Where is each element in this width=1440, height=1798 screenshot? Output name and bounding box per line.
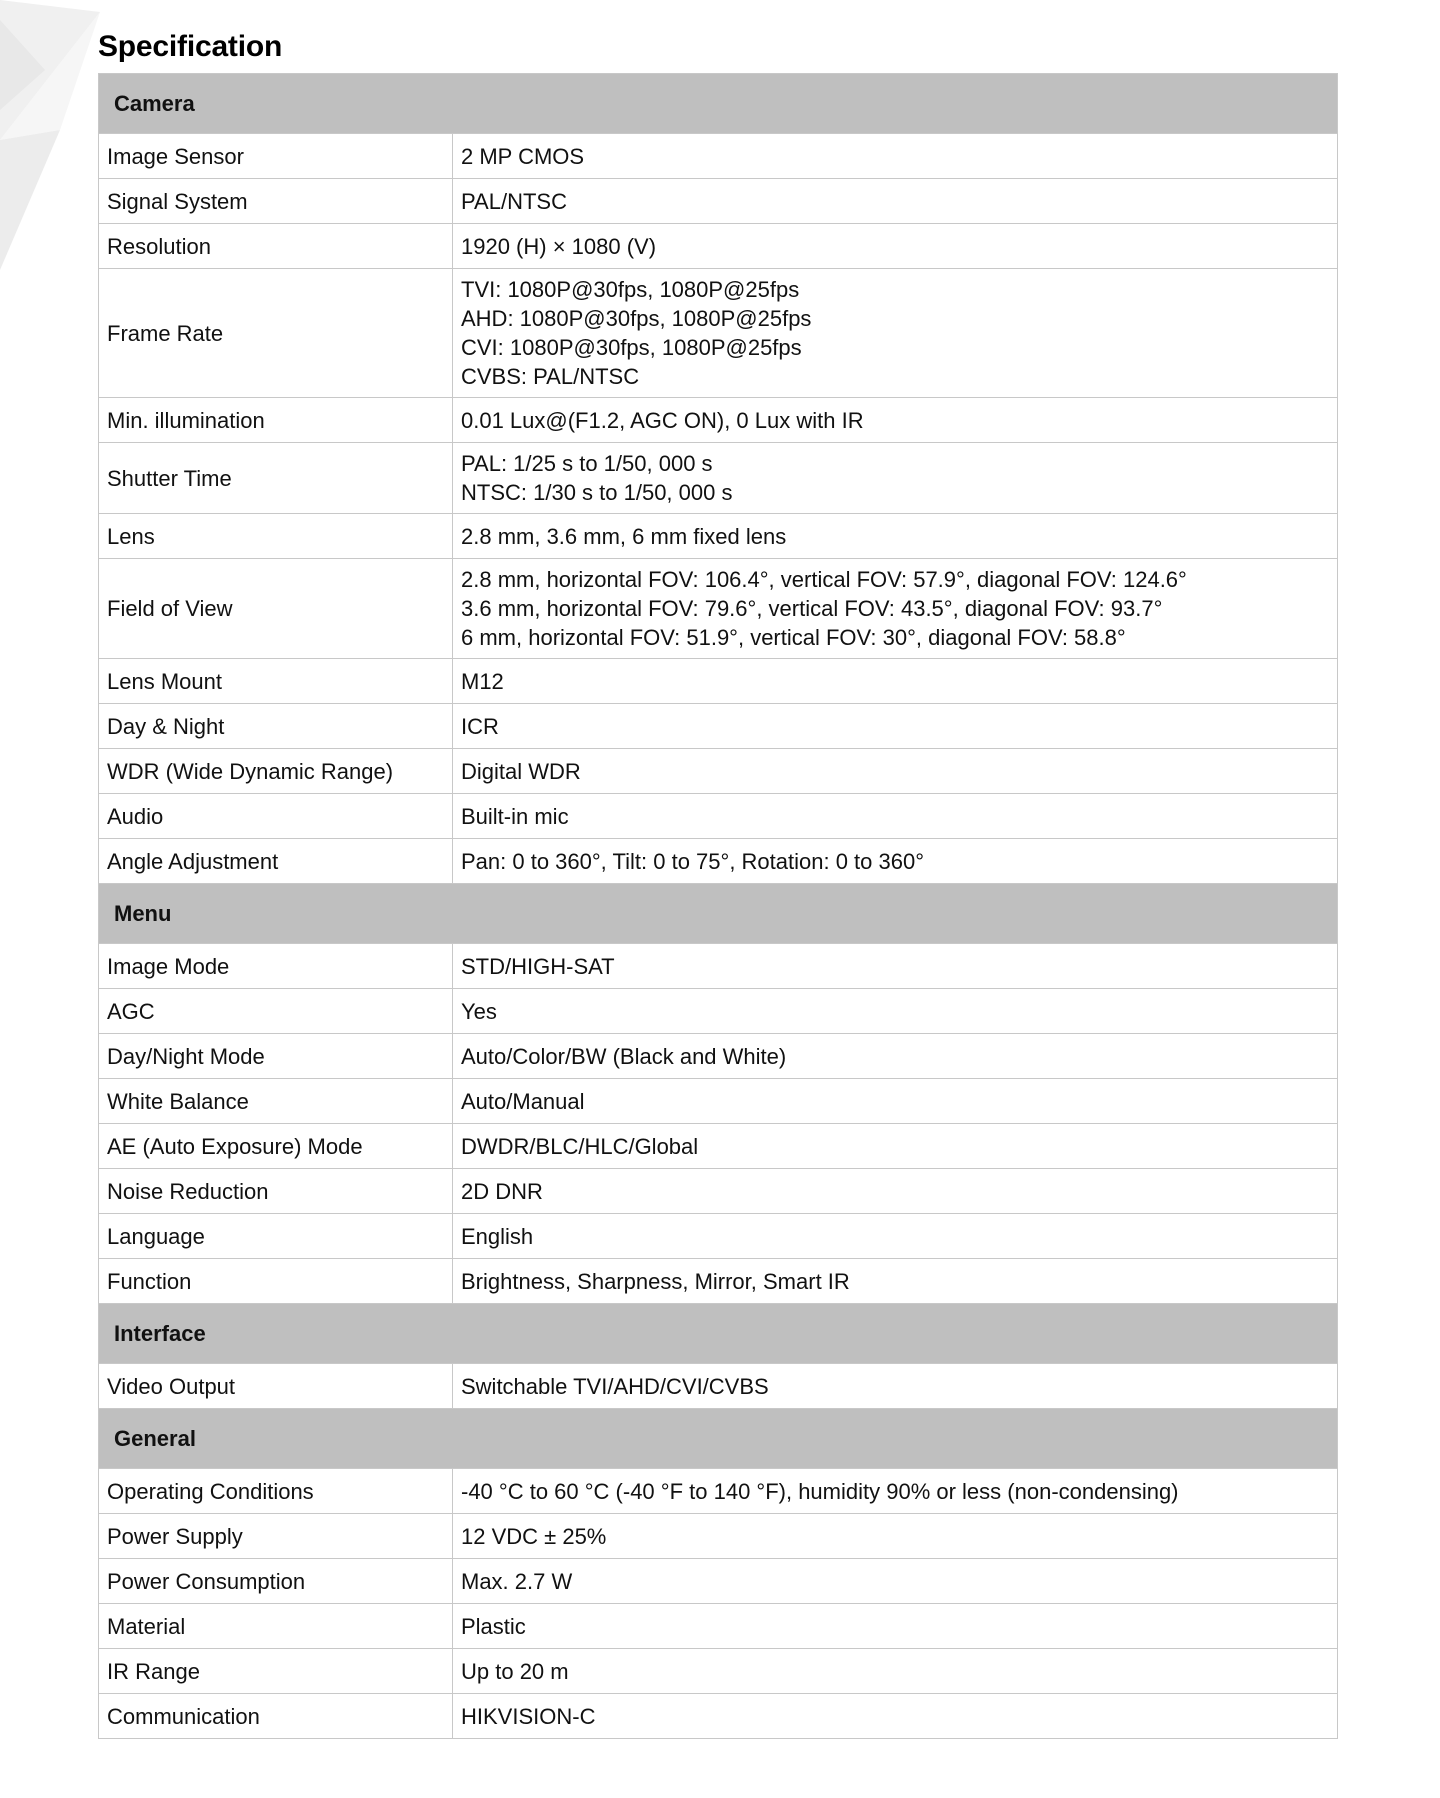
spec-row — [99, 944, 1338, 989]
spec-label: Day & Night — [99, 704, 453, 749]
spec-value-line: Built-in mic — [461, 803, 569, 829]
section-header-general — [99, 1409, 1338, 1469]
spec-label: Language — [99, 1214, 453, 1259]
spec-label: Lens — [99, 514, 453, 559]
spec-label: White Balance — [99, 1079, 453, 1124]
spec-value-line: 2 MP CMOS — [461, 143, 585, 169]
spec-label: Audio — [99, 794, 453, 839]
spec-label: Shutter Time — [99, 443, 453, 514]
spec-value-line: Pan: 0 to 360°, Tilt: 0 to 75°, Rotation: 0 to 360° — [461, 848, 925, 874]
spec-value-line: CVBS: PAL/NTSC — [461, 364, 640, 389]
spec-value — [453, 944, 1338, 989]
spec-value-line: 0.01 Lux@(F1.2, AGC ON), 0 Lux with IR — [461, 407, 864, 433]
spec-label: Field of View — [99, 559, 453, 659]
spec-label: Video Output — [99, 1364, 453, 1409]
spec-value-line: HIKVISION-C — [461, 1703, 596, 1729]
spec-value-line: AHD: 1080P@30fps, 1080P@25fps — [461, 306, 812, 331]
spec-value — [453, 704, 1338, 749]
spec-label: AE (Auto Exposure) Mode — [99, 1124, 453, 1169]
section-header-camera — [99, 74, 1338, 134]
spec-value-line: Plastic — [461, 1613, 526, 1639]
spec-value — [453, 1034, 1338, 1079]
spec-value-line: TVI: 1080P@30fps, 1080P@25fps — [461, 277, 800, 302]
spec-value-line: DWDR/BLC/HLC/Global — [461, 1133, 699, 1159]
spec-value-line: 1920 (H) × 1080 (V) — [461, 233, 657, 259]
spec-label: Lens Mount — [99, 659, 453, 704]
spec-value-line: Brightness, Sharpness, Mirror, Smart IR — [461, 1268, 850, 1294]
spec-value-line: 2D DNR — [461, 1178, 543, 1204]
spec-value-line: Max. 2.7 W — [461, 1568, 573, 1594]
spec-label: Frame Rate — [99, 269, 453, 398]
spec-value — [453, 559, 1338, 659]
spec-value — [453, 1259, 1338, 1304]
spec-value — [453, 514, 1338, 559]
spec-value — [453, 1169, 1338, 1214]
spec-value-line: 6 mm, horizontal FOV: 51.9°, vertical FOV: 30°, diagonal FOV: 58.8° — [461, 625, 1126, 650]
spec-row — [99, 1649, 1338, 1694]
spec-value — [453, 398, 1338, 443]
spec-label: Angle Adjustment — [99, 839, 453, 884]
spec-value — [453, 839, 1338, 884]
spec-value-line: Switchable TVI/AHD/CVI/CVBS — [461, 1373, 769, 1399]
spec-row — [99, 559, 1338, 659]
spec-value-line: 2.8 mm, horizontal FOV: 106.4°, vertical FOV: 57.9°, diagonal FOV: 124.6° — [461, 567, 1187, 592]
spec-row — [99, 179, 1338, 224]
spec-label: WDR (Wide Dynamic Range) — [99, 749, 453, 794]
spec-row — [99, 134, 1338, 179]
spec-value — [453, 179, 1338, 224]
spec-label: Image Mode — [99, 944, 453, 989]
spec-value — [453, 1604, 1338, 1649]
specification-table — [98, 73, 1338, 1739]
spec-label: Material — [99, 1604, 453, 1649]
spec-label: Communication — [99, 1694, 453, 1739]
spec-value — [453, 794, 1338, 839]
section-title: Camera — [99, 74, 1338, 134]
spec-value-line: PAL: 1/25 s to 1/50, 000 s — [461, 451, 713, 476]
spec-label: Resolution — [99, 224, 453, 269]
spec-value-line: Yes — [461, 998, 497, 1024]
spec-row — [99, 1034, 1338, 1079]
spec-row — [99, 989, 1338, 1034]
spec-value — [453, 269, 1338, 398]
spec-value — [453, 134, 1338, 179]
page-title: Specification — [98, 30, 283, 63]
spec-value-line: Auto/Manual — [461, 1088, 585, 1114]
spec-row — [99, 704, 1338, 749]
spec-label: Min. illumination — [99, 398, 453, 443]
spec-row — [99, 269, 1338, 398]
spec-row — [99, 1604, 1338, 1649]
spec-label: Signal System — [99, 179, 453, 224]
spec-value — [453, 749, 1338, 794]
spec-value-line: Up to 20 m — [461, 1658, 569, 1684]
spec-label: Power Consumption — [99, 1559, 453, 1604]
spec-value-line: ICR — [461, 713, 499, 739]
spec-row — [99, 1259, 1338, 1304]
spec-row — [99, 1514, 1338, 1559]
spec-label: Power Supply — [99, 1514, 453, 1559]
section-header-menu — [99, 884, 1338, 944]
spec-row — [99, 1559, 1338, 1604]
spec-value — [453, 1079, 1338, 1124]
spec-value-line: M12 — [461, 668, 504, 694]
spec-value — [453, 1364, 1338, 1409]
spec-value-line: 3.6 mm, horizontal FOV: 79.6°, vertical FOV: 43.5°, diagonal FOV: 93.7° — [461, 596, 1163, 621]
spec-value — [453, 1214, 1338, 1259]
spec-value — [453, 224, 1338, 269]
spec-value — [453, 1469, 1338, 1514]
spec-value — [453, 989, 1338, 1034]
spec-value — [453, 1649, 1338, 1694]
spec-value — [453, 659, 1338, 704]
spec-label: Image Sensor — [99, 134, 453, 179]
spec-label: Operating Conditions — [99, 1469, 453, 1514]
spec-value-line: Digital WDR — [461, 758, 581, 784]
spec-row — [99, 749, 1338, 794]
spec-value-line: -40 °C to 60 °C (-40 °F to 140 °F), humidity 90% or less (non-condensing) — [461, 1478, 1179, 1504]
spec-row — [99, 1469, 1338, 1514]
section-header-interface — [99, 1304, 1338, 1364]
spec-row — [99, 1214, 1338, 1259]
spec-value — [453, 1559, 1338, 1604]
spec-value-line: Auto/Color/BW (Black and White) — [461, 1043, 787, 1069]
spec-row — [99, 659, 1338, 704]
spec-row — [99, 1694, 1338, 1739]
spec-value-line: 12 VDC ± 25% — [461, 1523, 607, 1549]
spec-row — [99, 794, 1338, 839]
section-title: Interface — [99, 1304, 1338, 1364]
spec-row — [99, 514, 1338, 559]
spec-value-line: NTSC: 1/30 s to 1/50, 000 s — [461, 480, 733, 505]
spec-value — [453, 443, 1338, 514]
spec-row — [99, 1169, 1338, 1214]
spec-row — [99, 443, 1338, 514]
section-title: General — [99, 1409, 1338, 1469]
spec-value-line: PAL/NTSC — [461, 188, 567, 214]
spec-row — [99, 1079, 1338, 1124]
spec-row — [99, 1124, 1338, 1169]
spec-row — [99, 224, 1338, 269]
spec-value-line: 2.8 mm, 3.6 mm, 6 mm fixed lens — [461, 523, 787, 549]
spec-row — [99, 1364, 1338, 1409]
spec-value — [453, 1514, 1338, 1559]
spec-value — [453, 1694, 1338, 1739]
spec-value — [453, 1124, 1338, 1169]
spec-row — [99, 839, 1338, 884]
spec-value-line: STD/HIGH-SAT — [461, 953, 615, 979]
spec-value-line: CVI: 1080P@30fps, 1080P@25fps — [461, 335, 802, 360]
spec-label: Function — [99, 1259, 453, 1304]
spec-label: Day/Night Mode — [99, 1034, 453, 1079]
spec-label: Noise Reduction — [99, 1169, 453, 1214]
spec-label: IR Range — [99, 1649, 453, 1694]
spec-label: AGC — [99, 989, 453, 1034]
section-title: Menu — [99, 884, 1338, 944]
spec-row — [99, 398, 1338, 443]
spec-value-line: English — [461, 1223, 534, 1249]
